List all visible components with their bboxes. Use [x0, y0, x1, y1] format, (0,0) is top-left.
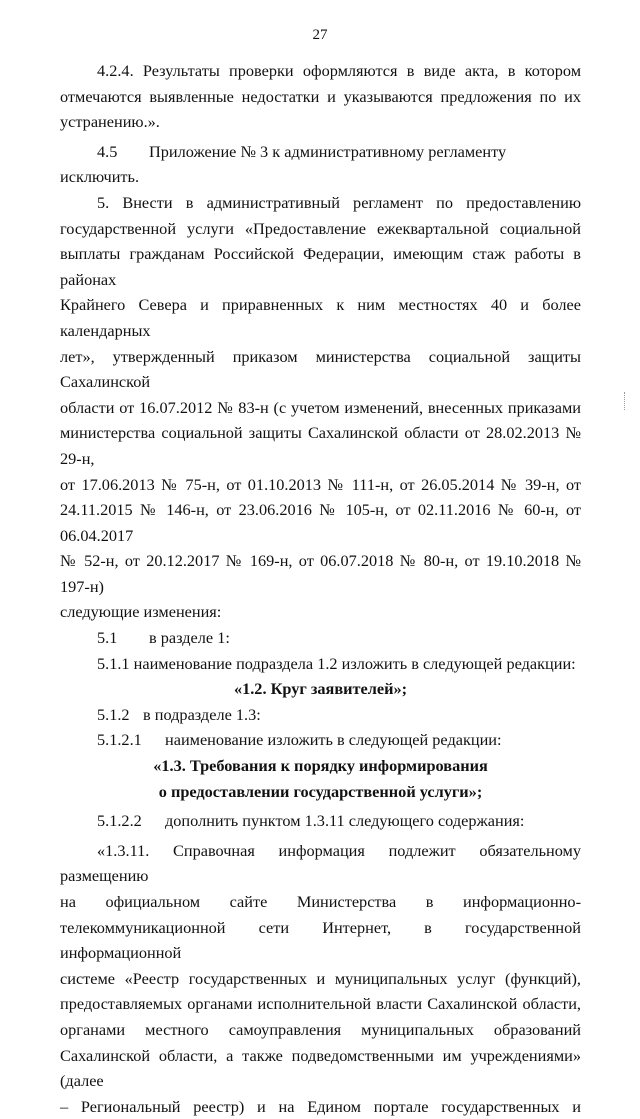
- text-line: системе «Реестр государственных и муниципальных услуг (функций),: [60, 968, 581, 988]
- clause-text: дополнить пунктом 1.3.11 следующего содержания:: [165, 811, 525, 831]
- text-line: 4.2.4. Результаты проверки оформляются в виде акта, в котором: [97, 61, 581, 80]
- paragraph-5-1-2-1: [60, 727, 581, 753]
- text-line: органами местного самоуправления муниципальных образований: [60, 1019, 581, 1039]
- clause-text: наименование изложить в следующей редакции:: [165, 730, 502, 750]
- text-line: Крайнего Севера и приравненных к ним местностях 40 и более календарных: [60, 295, 581, 340]
- page-number: 27: [312, 27, 328, 43]
- text-line: «1.3.11. Справочная информация подлежит обязательному размещению: [60, 840, 581, 886]
- text-line: от 17.06.2013 № 75-н, от 01.10.2013 № 111-н, от 26.05.2014 № 39-н, от: [60, 474, 581, 494]
- paragraph-5-1-2: [60, 702, 581, 728]
- heading-1-3-line1: «1.3. Требования к порядку информирования: [153, 756, 488, 776]
- margin-mark: [624, 392, 627, 410]
- text-line: следующие изменения:: [60, 602, 222, 622]
- paragraph-4-5: [60, 139, 581, 190]
- clause-number: 5.1.2.2: [97, 811, 142, 831]
- text-line: государственной услуги «Предоставление ежеквартальной социальной: [60, 218, 581, 238]
- text-line: на официальном сайте Министерства в информационно-: [60, 892, 581, 911]
- text-line: лет», утвержденный приказом министерства социальной защиты Сахалинской: [60, 346, 581, 392]
- text-line: министерства социальной защиты Сахалинской области от 28.02.2013 № 29-н,: [60, 423, 581, 468]
- text-line: устранению.».: [60, 112, 160, 132]
- clause-text: Приложение № 3 к административному регламенту исключить.: [60, 141, 507, 187]
- heading-1-3-line2: о предоставлении государственной услуги»;: [158, 781, 483, 801]
- text-line: выплаты гражданам Российской Федерации, имеющим стаж работы в районах: [60, 244, 581, 289]
- clause-text: в разделе 1:: [149, 628, 230, 648]
- text-line: телекоммуникационной сети Интернет, в государственной информационной: [60, 917, 581, 963]
- clause-text: в подразделе 1.3:: [143, 704, 261, 724]
- text-line: 24.11.2015 № 146-н, от 23.06.2016 № 105-н, от 02.11.2016 № 60-н, от 06.04.2017: [60, 500, 581, 545]
- paragraph-5-1-1: 5.1.1 наименование подраздела 1.2 изложить в следующей редакции:: [97, 653, 576, 673]
- text-line: области от 16.07.2012 № 83-н (с учетом изменений, внесенных приказами: [60, 397, 581, 417]
- text-line: 5. Внести в административный регламент по предоставлению: [97, 192, 581, 212]
- text-line: отмечаются выявленные недостатки и указываются предложения по их: [60, 86, 581, 106]
- clause-number: 5.1: [97, 628, 118, 648]
- heading-1-2: «1.2. Круг заявителей»;: [233, 679, 408, 699]
- text-line: Сахалинской области, а также подведомственными им учреждениями» (далее: [60, 1045, 581, 1091]
- paragraph-5-1: [60, 625, 581, 651]
- clause-number: 5.1.2: [97, 704, 130, 724]
- clause-number: 4.5: [97, 141, 118, 161]
- text-line: № 52-н, от 20.12.2017 № 169-н, от 06.07.2018 № 80-н, от 19.10.2018 № 197-н): [60, 551, 581, 596]
- clause-number: 5.1.2.1: [97, 730, 142, 750]
- document-body: [60, 58, 581, 1119]
- text-line: предоставляемых органами исполнительной власти Сахалинской области,: [60, 994, 581, 1014]
- paragraph-5-1-2-2: [60, 808, 581, 834]
- text-line: – Региональный реестр) и на Едином портале государственных и: [60, 1096, 581, 1116]
